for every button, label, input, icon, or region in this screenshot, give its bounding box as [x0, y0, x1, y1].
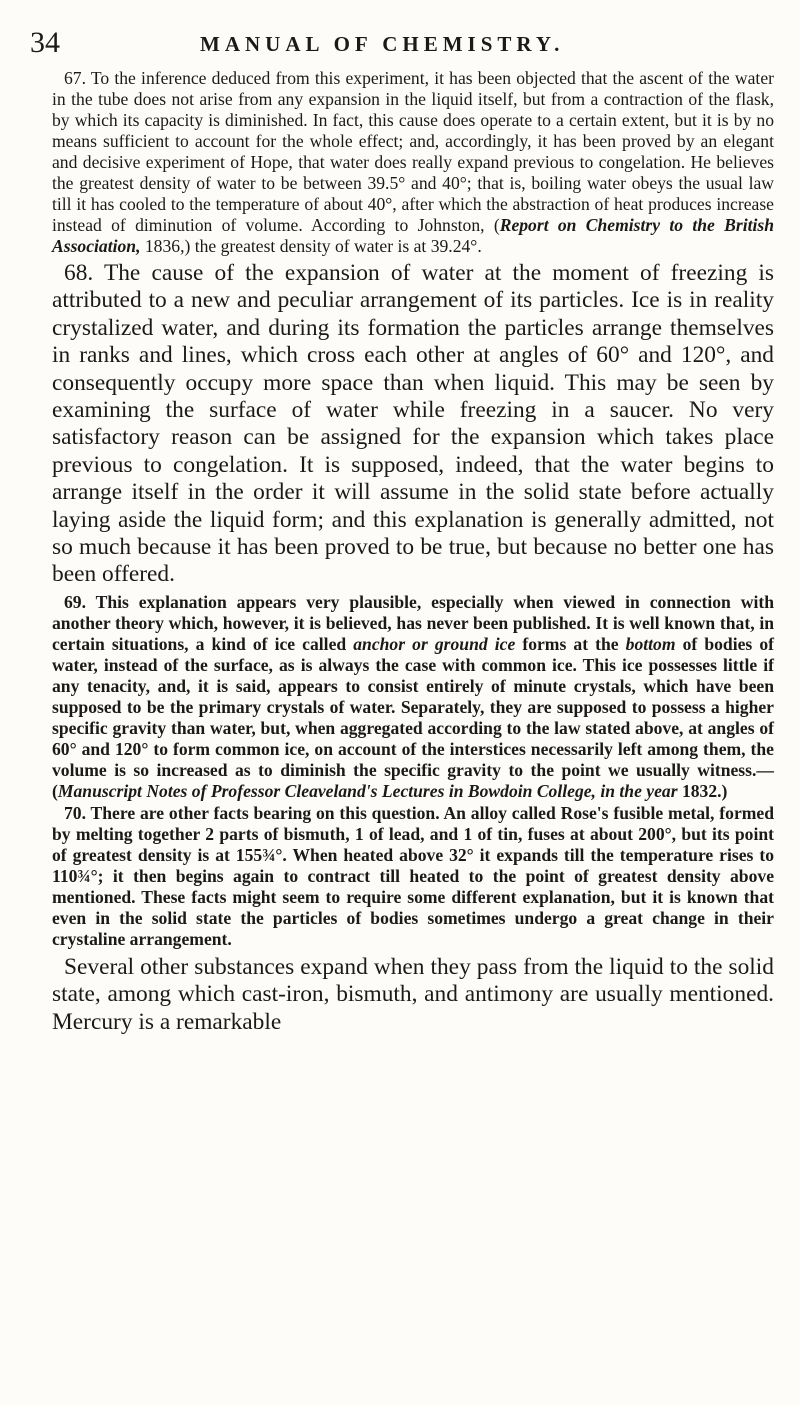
page-header	[0, 26, 800, 66]
page-body	[52, 68, 774, 1036]
paragraph-67-text: 67. To the inference deduced from this experiment, it has been objected that the ascent of the water in the tube does not arise from any expansion in the liquid itself, but from a contraction of the flask, by which its capacity is diminished. In fact, this cause does operate to a certain extent, but it is by no means sufficient to account for the whole effect; and, accordingly, it has been proved by an elegant and decisive experiment of Hope, that water does really expand previous to congelation. He believes the greatest density of water to be between 39.5° and 40°; that is, boiling water obeys the usual law till it has cooled to the temperature of about 40°, after which the abstraction of heat produces increase instead of diminution of volume. According to Johnston, (	[52, 68, 774, 235]
paragraph-69-emphasis: bottom	[625, 633, 676, 654]
paragraph-69-text-2: forms at the	[515, 633, 626, 654]
paragraph-67-reference: Report on Chemistry to the British Association,	[52, 215, 774, 256]
paragraph-69-text: 69. This explanation appears very plausible, especially when viewed in connection with another theory which, however, it is believed, has never been published. It is well known that, in certain situations, a kind of ice called	[52, 591, 774, 654]
page-number: 34	[30, 26, 60, 59]
paragraph-67-text-end: 1836,) the greatest density of water is at 39.24°.	[140, 236, 482, 256]
paragraph-69	[52, 592, 774, 802]
paragraph-69-reference: Manuscript Notes of Professor Cleaveland's Lectures in Bowdoin College, in the year	[57, 780, 678, 801]
paragraph-67	[52, 68, 774, 257]
paragraph-70: 70. There are other facts bearing on this question. An alloy called Rose's fusible metal, formed by melting together 2 parts of bismuth, 1 of lead, and 1 of tin, fuses at about 200°, but its point of greatest density is at 155¾°. When heated above 32° it expands till the temperature rises to 110¾°; it then begins again to contract till heated to the point of greatest density above mentioned. These facts might seem to require some different explanation, but it is known that even in the solid state the particles of bodies sometimes undergo a great change in their crystaline arrangement.	[52, 802, 774, 949]
paragraph-69-text-end: 1832.)	[677, 780, 728, 801]
paragraph-69-text-3: of bodies of water, instead of the surface, as is always the case with common ice. This ice possesses little if any tenacity, and, it is said, appears to consist entirely of minute crystals, which have been supposed to be the primary crystals of water. Separately, they are supposed to possess a higher specific gravity than water, but, when aggregated according to the law stated above, at angles of 60° and 120° to form common ice, on account of the interstices necessarily left among them, the volume is so increased as to diminish the specific gravity to the point we usually witness.—(	[52, 633, 774, 801]
paragraph-69-term: anchor or ground ice	[353, 633, 516, 654]
paragraph-68: 68. The cause of the expansion of water at the moment of freezing is attributed to a new and peculiar arrangement of its particles. Ice is in reality crystalized water, and during its formation the particles arrange themselves in ranks and lines, which cross each other at angles of 60° and 120°, and consequently occupy more space than when liquid. This may be seen by examining the surface of water while freezing in a saucer. No very satisfactory reason can be assigned for the expansion which takes place previous to congelation. It is supposed, indeed, that the water begins to arrange itself in the order it will assume in the solid state before actually laying aside the liquid form; and this explanation is generally admitted, not so much because it has been proved to be true, but because no better one has been offered.	[52, 260, 774, 588]
running-head: MANUAL OF CHEMISTRY.	[200, 32, 565, 56]
paragraph-continued: Several other substances expand when they pass from the liquid to the solid state, among which cast-iron, bismuth, and antimony are usually mentioned. Mercury is a remarkable	[52, 953, 774, 1035]
